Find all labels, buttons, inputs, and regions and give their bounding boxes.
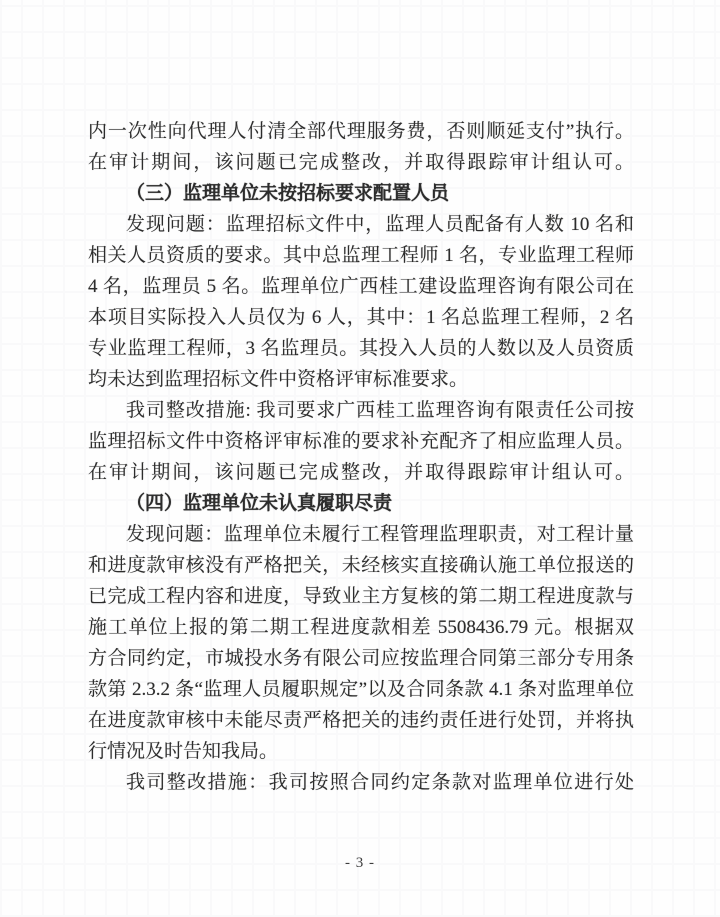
text-line: 和进度款审核没有严格把关，未经核实直接确认施工单位报送的 [88,555,634,576]
text-line: 方合同约定，市城投水务有限公司应按监理合同第三部分专用条 [88,648,634,669]
text-line: 发现问题：监理单位未履行工程管理监理职责，对工程计量 [126,524,634,545]
text-line: 内一次性向代理人付清全部代理服务费，否则顺延支付”执行。 [88,121,634,142]
page-number: - 3 - [345,855,375,871]
text-line: 已完成工程内容和进度，导致业主方复核的第二期工程进度款与 [88,586,634,607]
text-line: 在审计期间，该问题已完成整改，并取得跟踪审计组认可。 [88,152,634,173]
text-line: 在审计期间，该问题已完成整改，并取得跟踪审计组认可。 [88,462,634,483]
text-line: 监理招标文件中资格评审标准的要求补充配齐了相应监理人员。 [88,431,634,452]
text-line: 4 名，监理员 5 名。监理单位广西桂工建设监理咨询有限公司在 [88,276,634,297]
section-heading: （三）监理单位未按招标要求配置人员 [126,183,450,204]
text-line: 本项目实际投入人员仅为 6 人，其中：1 名总监理工程师，2 名 [88,307,634,328]
text-line: 行情况及时告知我局。 [88,741,279,762]
text-line: 施工单位上报的第二期工程进度款相差 5508436.79 元。根据双 [88,617,634,638]
text-line: 款第 2.3.2 条“监理人员履职规定”以及合同条款 4.1 条对监理单位 [88,679,634,700]
text-line: 我司整改措施：我司按照合同约定条款对监理单位进行处 [126,772,634,793]
text-line: 我司整改措施: 我司要求广西桂工监理咨询有限责任公司按 [126,400,634,421]
text-line: 均未达到监理招标文件中资格评审标准要求。 [88,369,469,390]
section-heading: （四）监理单位未认真履职尽责 [126,493,393,514]
text-line: 发现问题：监理招标文件中，监理人员配备有人数 10 名和 [126,214,634,235]
text-line: 在进度款审核中未能尽责严格把关的违约责任进行处罚，并将执 [88,710,634,731]
text-line: 相关人员资质的要求。其中总监理工程师 1 名，专业监理工程师 [88,245,634,266]
text-line: 专业监理工程师，3 名监理员。其投入人员的人数以及人员资质 [88,338,634,359]
document-body [88,116,634,798]
